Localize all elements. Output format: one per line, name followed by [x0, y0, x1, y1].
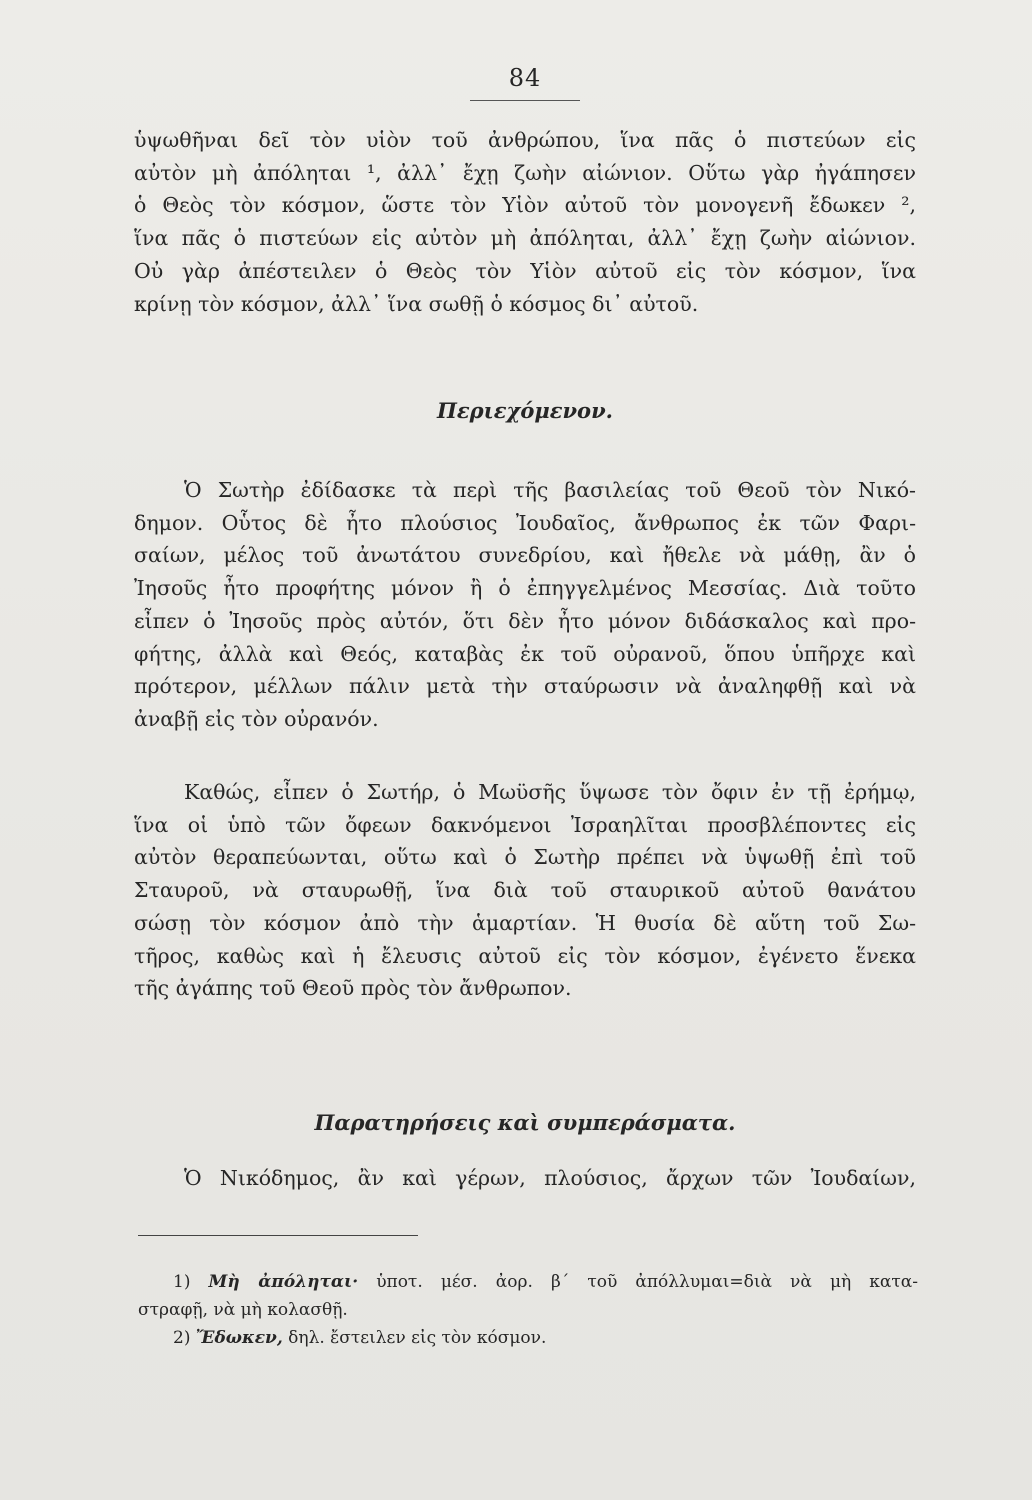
text-line: Ἰησοῦς ἦτο προφήτης μόνον ἢ ὁ ἐπηγγελμένος Μεσσίας. Διὰ τοῦτο	[134, 576, 916, 601]
footnote-1	[138, 1268, 918, 1296]
text-line: ἀναβῇ εἰς τὸν οὐρανόν.	[134, 706, 379, 731]
text-line: πρότερον, μέλλων πάλιν μετὰ τὴν σταύρωσιν νὰ ἀναληφθῇ καὶ νὰ	[134, 674, 916, 699]
footnote-term: Μὴ ἀπόληται·	[208, 1272, 359, 1292]
text-line: Ὁ Νικόδημος, ἂν καὶ γέρων, πλούσιος, ἄρχων τῶν Ἰουδαίων,	[184, 1166, 916, 1190]
text-line: φήτης, ἀλλὰ καὶ Θεός, καταβὰς ἐκ τοῦ οὐρανοῦ, ὅπου ὑπῆρχε καὶ	[134, 641, 916, 666]
page-number: 84	[508, 64, 542, 92]
footnote-marker: 1)	[173, 1272, 191, 1292]
footnote-rule	[138, 1235, 418, 1236]
text-line: σώσῃ τὸν κόσμον ἀπὸ τὴν ἁμαρτίαν. Ἡ θυσία δὲ αὕτη τοῦ Σω-	[134, 910, 916, 935]
text-line: Σταυροῦ, νὰ σταυρωθῇ, ἵνα διὰ τοῦ σταυρικοῦ αὐτοῦ θανάτου	[134, 878, 916, 903]
text-line: ὑψωθῆναι δεῖ τὸν υἱὸν τοῦ ἀνθρώπου, ἵνα πᾶς ὁ πιστεύων εἰς	[134, 128, 916, 152]
footnote-2	[138, 1324, 918, 1352]
footnote-marker: 2)	[173, 1328, 191, 1348]
text-line: ἵνα οἱ ὑπὸ τῶν ὄφεων δακνόμενοι Ἰσραηλῖται προσβλέποντες εἰς	[134, 812, 916, 837]
text-line: αὐτὸν θεραπεύωνται, οὕτω καὶ ὁ Σωτὴρ πρέπει νὰ ὑψωθῇ ἐπὶ τοῦ	[134, 845, 916, 870]
text-line: δημον. Οὗτος δὲ ἦτο πλούσιος Ἰουδαῖος, ἄνθρωπος ἐκ τῶν Φαρι-	[134, 510, 916, 535]
text-line: ὁ Θεὸς τὸν κόσμον, ὥστε τὸν Υἱὸν αὐτοῦ τὸν μονογενῆ ἔδωκεν ²,	[134, 193, 916, 218]
page-number-rule	[470, 100, 580, 101]
footnote-term: Ἔδωκεν,	[195, 1328, 283, 1348]
footnote-text: δηλ. ἔστειλεν εἰς τὸν κόσμον.	[288, 1328, 547, 1348]
text-line: ἵνα πᾶς ὁ πιστεύων εἰς αὐτὸν μὴ ἀπόληται, ἀλλ᾽ ἔχῃ ζωὴν αἰώνιον.	[134, 226, 916, 251]
section-heading-content: Περιεχόμενον.	[437, 398, 613, 423]
content-paragraph-1	[134, 474, 916, 736]
text-line: αὐτὸν μὴ ἀπόληται ¹, ἀλλ᾽ ἔχῃ ζωὴν αἰώνιον. Οὕτω γὰρ ἠγάπησεν	[134, 160, 916, 185]
observations-paragraph	[134, 1162, 916, 1195]
text-line: Ὁ Σωτὴρ ἐδίδασκε τὰ περὶ τῆς βασιλείας τοῦ Θεοῦ τὸν Νικό-	[184, 478, 916, 502]
text-line: Οὐ γὰρ ἀπέστειλεν ὁ Θεὸς τὸν Υἱὸν αὐτοῦ εἰς τὸν κόσμον, ἵνα	[134, 258, 916, 283]
text-line: σαίων, μέλος τοῦ ἀνωτάτου συνεδρίου, καὶ ἤθελε νὰ μάθῃ, ἂν ὁ	[134, 543, 916, 568]
text-line: Καθώς, εἶπεν ὁ Σωτήρ, ὁ Μωϋσῆς ὕψωσε τὸν ὄφιν ἐν τῇ ἐρήμῳ,	[184, 780, 916, 804]
footnote-text: ὑποτ. μέσ. ἀορ. β΄ τοῦ ἀπόλλυμαι=διὰ νὰ μὴ κατα-	[376, 1272, 918, 1292]
text-line: τῆς ἀγάπης τοῦ Θεοῦ πρὸς τὸν ἄνθρωπον.	[134, 976, 572, 1001]
section-heading-observations: Παρατηρήσεις καὶ συμπεράσματα.	[314, 1110, 736, 1135]
footnote-1-continued: στραφῇ, νὰ μὴ κολασθῇ.	[138, 1300, 348, 1320]
content-paragraph-2	[134, 776, 916, 1005]
text-line: τῆρος, καθὼς καὶ ἡ ἔλευσις αὐτοῦ εἰς τὸν κόσμον, ἐγένετο ἕνεκα	[134, 943, 916, 968]
text-line: κρίνῃ τὸν κόσμον, ἀλλ᾽ ἵνα σωθῇ ὁ κόσμος δι᾽ αὐτοῦ.	[134, 291, 699, 316]
intro-paragraph	[134, 124, 916, 320]
footnotes	[138, 1268, 918, 1352]
text-line: εἶπεν ὁ Ἰησοῦς πρὸς αὐτόν, ὅτι δὲν ἦτο μόνον διδάσκαλος καὶ προ-	[134, 608, 916, 633]
